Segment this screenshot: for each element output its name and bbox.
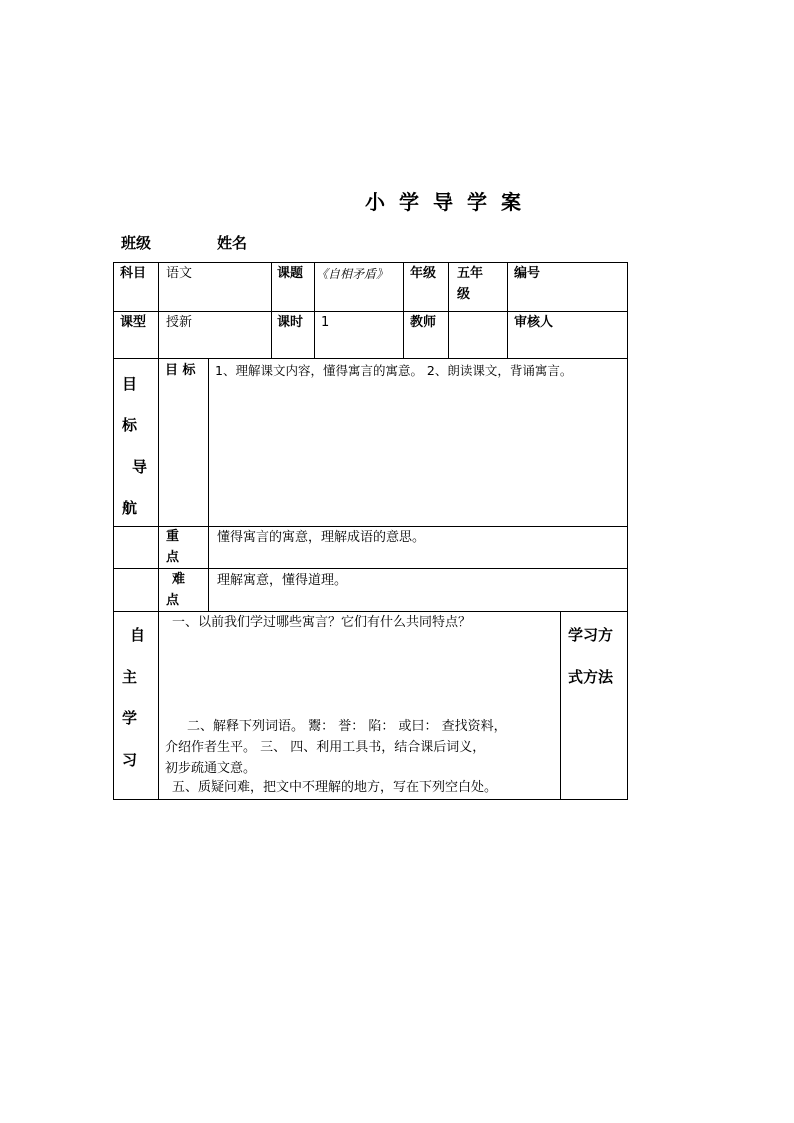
row-divider: [113, 311, 628, 312]
col-divider: [507, 262, 508, 358]
row-divider: [113, 611, 628, 612]
topic-label: 课题: [277, 266, 304, 281]
class-label: 班级: [121, 234, 152, 252]
difficulty-text: 理解寓意，懂得道理。: [217, 573, 348, 588]
table-border-right: [627, 262, 628, 800]
col-divider: [271, 262, 272, 358]
col-divider: [448, 262, 449, 358]
difficulty-label-1: 难: [172, 572, 186, 587]
self-study-side-char: 主: [122, 668, 138, 686]
hours-value: 1: [321, 315, 330, 330]
self-study-side-char: 学: [122, 709, 138, 727]
table-border-top: [113, 262, 628, 263]
topic-value: 《自相矛盾》: [316, 267, 389, 281]
objective-text: 1、理解课文内容，懂得寓言的寓意。 2、朗读课文，背诵寓言。: [215, 363, 573, 378]
row-divider: [113, 358, 628, 359]
objective-label: 目 标: [165, 363, 196, 378]
goals-side-char: 导: [132, 458, 148, 476]
key-label-2: 点: [166, 550, 180, 565]
type-label: 课型: [120, 315, 147, 330]
method-label-line-2: 式方法: [568, 668, 614, 686]
teacher-label: 教师: [410, 315, 437, 330]
difficulty-label-2: 点: [166, 593, 180, 608]
self-study-side-char: 自: [130, 626, 146, 644]
table-border-left: [113, 262, 114, 800]
col-divider: [560, 611, 561, 799]
col-divider: [158, 358, 159, 611]
col-divider: [208, 358, 209, 611]
number-label: 编号: [514, 266, 541, 281]
question-2-line-2: 介绍作者生平。 三、 四、利用工具书，结合课后词义，: [165, 740, 486, 755]
subject-value: 语文: [166, 266, 193, 281]
question-1: 一、以前我们学过哪些寓言？它们有什么共同特点？: [172, 615, 472, 630]
key-text: 懂得寓言的寓意，理解成语的意思。: [217, 530, 426, 545]
self-study-side-char: 习: [122, 751, 138, 769]
table-border-bottom: [113, 799, 628, 800]
goals-side-char: 标: [122, 416, 138, 434]
subject-label: 科目: [120, 266, 147, 281]
grade-value-1: 五年: [457, 266, 484, 281]
key-label-1: 重: [166, 529, 180, 544]
type-value: 授新: [166, 315, 193, 330]
col-divider: [403, 262, 404, 358]
question-5: 五、质疑问难，把文中不理解的地方，写在下列空白处。: [172, 780, 498, 795]
grade-label: 年级: [410, 266, 437, 281]
question-2-line-1: 二、解释下列词语。 鬻： 誉： 陷： 或曰： 查找资料，: [187, 719, 507, 734]
col-divider: [158, 611, 159, 799]
question-2-line-3: 初步疏通文意。: [165, 761, 257, 776]
row-divider: [113, 568, 628, 569]
col-divider: [158, 262, 159, 358]
row-divider: [113, 526, 628, 527]
page-title: 小学导学案: [365, 190, 535, 214]
method-label-line-1: 学习方: [568, 626, 614, 644]
goals-side-char: 目: [122, 375, 138, 393]
reviewer-label: 审核人: [514, 315, 554, 330]
name-label: 姓名: [217, 234, 248, 252]
grade-value-2: 级: [457, 287, 471, 302]
hours-label: 课时: [277, 315, 304, 330]
col-divider: [314, 262, 315, 358]
goals-side-char: 航: [122, 499, 138, 517]
